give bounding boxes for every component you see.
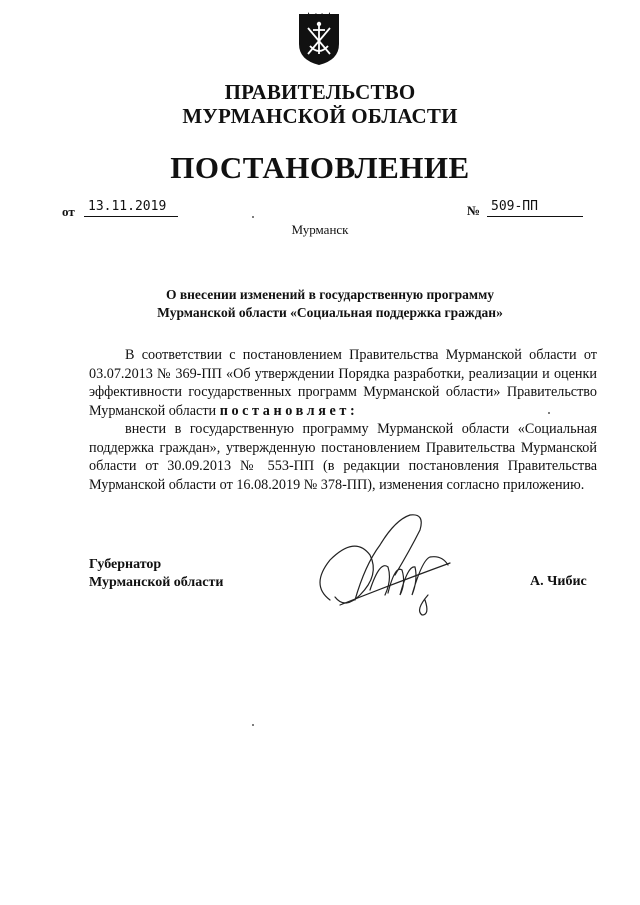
handwritten-signature — [300, 505, 470, 620]
scan-speck — [252, 216, 254, 218]
scan-speck — [548, 412, 550, 414]
signatory-title-line2: Мурманской области — [89, 575, 224, 590]
number-prefix: № — [467, 203, 481, 218]
document-subject — [60, 286, 600, 322]
government-name-line2: МУРМАНСКОЙ ОБЛАСТИ — [182, 104, 458, 128]
signatory-title-line1: Губернатор — [89, 557, 162, 572]
document-date: 13.11.2019 — [84, 199, 178, 217]
scan-speck — [252, 724, 254, 726]
signatory-title — [89, 556, 223, 592]
subject-line2: Мурманской области «Социальная поддержка граждан» — [157, 305, 503, 320]
body-paragraph-2: внести в государственную программу Мурманской области «Социальная поддержка граждан», утвержденную постановлением Правительства Мурманской области от 30.09.2013 № 553-ПП (в редакции постановления Правительства Мурманской области от 16.08.2019 № 378-ПП), изменения согласно приложению. — [89, 421, 597, 493]
date-prefix: от — [62, 204, 75, 219]
paragraph-1-text: В соответствии с постановлением Правительства Мурманской области от 03.07.2013 № 369-ПП «Об утверждении Порядка разработки, реализации и оценки эффективности государственных программ Мурманской области» Правительство Мурманской области — [89, 347, 597, 419]
signatory-name: А. Чибис — [530, 574, 587, 589]
government-name-line1: ПРАВИТЕЛЬСТВО — [224, 80, 416, 104]
body-paragraph-1 — [89, 346, 597, 420]
document-number: 509-ПП — [487, 199, 583, 217]
document-type-title: ПОСТАНОВЛЕНИЕ — [170, 150, 470, 185]
coat-of-arms-icon — [296, 10, 342, 66]
decree-word: постановляет: — [219, 402, 359, 419]
city-name: Мурманск — [291, 222, 349, 237]
subject-line1: О внесении изменений в государственную программу — [165, 287, 495, 302]
